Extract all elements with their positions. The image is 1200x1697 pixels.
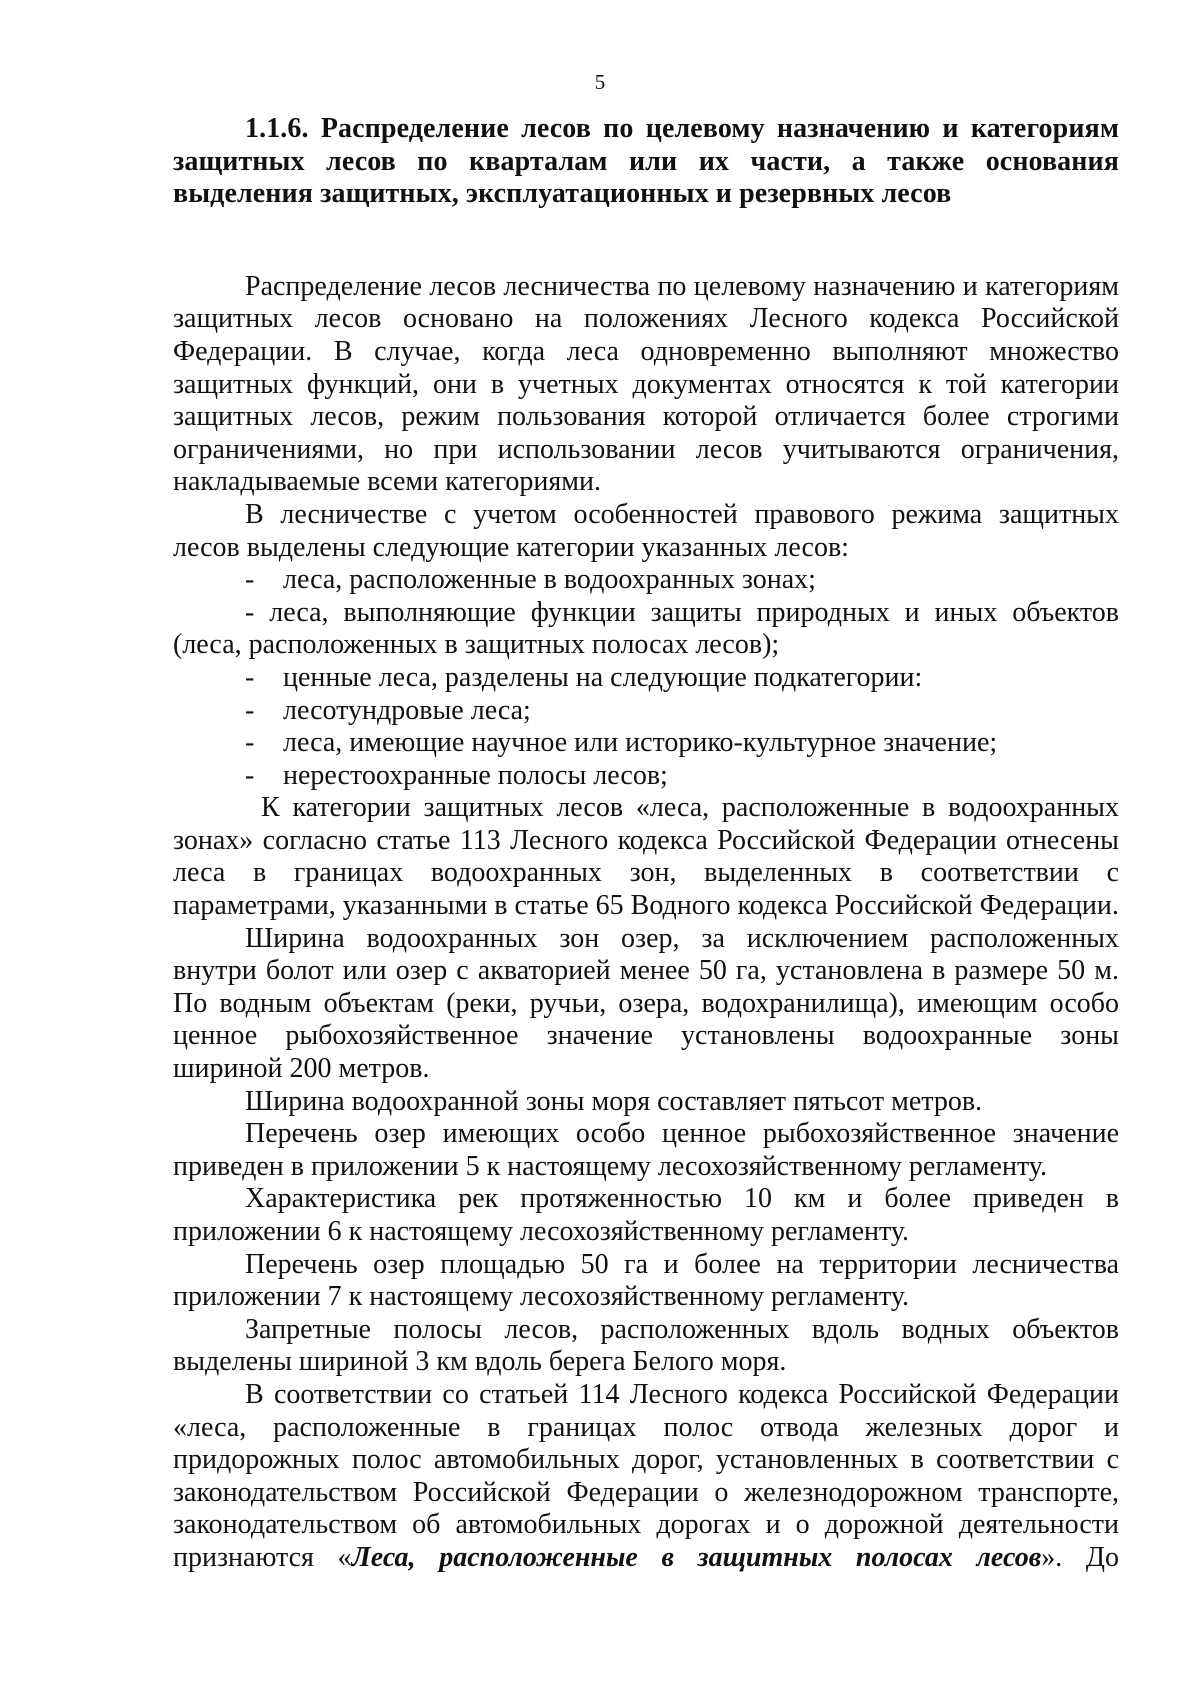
list-item-scientific-cultural: - леса, имеющие научное или историко-культурное значение; <box>245 727 998 759</box>
paragraph-water-zone-width: Ширина водоохранных зон озер, за исключением расположенных внутри болот или озер с акваторией менее 50 га, установлена в размере 50 м. По водным объектам (реки, ручьи, озера, водохранилища), имеющим особо ценное рыбохозяйственное значение установлены водоохранные зоны шириной 200 метров. <box>173 922 1119 1085</box>
list-item-valuable-forests: - ценные леса, разделены на следующие подкатегории: <box>245 661 923 693</box>
paragraph-rivers: Характеристика рек протяженностью 10 км и более приведен в приложении 6 к настоящему лесохозяйственному регламенту. <box>173 1183 1119 1247</box>
list-item-forest-tundra: - лесотундровые леса; <box>245 694 531 726</box>
paragraph-categories-intro: В лесничестве с учетом особенностей правового режима защитных лесов выделены следующие категории указанных лесов: <box>173 498 1119 563</box>
emphasized-text: Леса, расположенные в защитных полосах лесов <box>351 1541 1042 1573</box>
bullet-dash: - <box>245 694 255 726</box>
paragraph-restricted-strips: Запретные полосы лесов, расположенных вдоль водных объектов выделены шириной 3 км вдоль берега Белого моря. <box>173 1313 1119 1378</box>
bullet-dash: - <box>245 759 255 791</box>
bullet-dash: - <box>245 727 255 759</box>
bullet-dash: - <box>245 661 255 693</box>
paragraph-distribution: Распределение лесов лесничества по целевому назначению и категориям защитных лесов основано на положениях Лесного кодекса Российской Федерации. В случае, когда леса одновременно выполняют множество защитных функций, они в учетных документах относятся к той категории защитных лесов, режим пользования которой отличается более строгими ограничениями, но при использовании лесов учитываются ограничения, накладываемые всеми категориями. <box>173 270 1119 498</box>
paragraph-sea-zone: Ширина водоохранной зоны моря составляет пятьсот метров. <box>245 1085 983 1117</box>
list-item-spawning-protection: - нерестоохранные полосы лесов; <box>245 759 668 791</box>
page-number: 5 <box>594 70 606 94</box>
bullet-dash: - <box>245 564 255 596</box>
paragraph-lakes-list: Перечень озер имеющих особо ценное рыбохозяйственное значение приведен в приложении 5 к настоящему лесохозяйственному регламенту. <box>173 1118 1119 1182</box>
list-item-water-protection: - леса, расположенные в водоохранных зонах; <box>245 564 816 596</box>
section-heading: 1.1.6. Распределение лесов по целевому назначению и категориям защитных лесов по кварталам или их части, а также основания выделения защитных, эксплуатационных и резервных лесов <box>173 113 1119 210</box>
list-item-protective-functions: - леса, выполняющие функции защиты природных и иных объектов (леса, расположенных в защитных полосах лесов); <box>173 596 1119 661</box>
paragraph-water-zones-category: К категории защитных лесов «леса, расположенные в водоохранных зонах» согласно статье 113 Лесного кодекса Российской Федерации отнесены леса в границах водоохранных зон, выделенных в соответствии с параметрами, указанными в статье 65 Водного кодекса Российской Федерации. <box>173 792 1119 922</box>
paragraph-lakes-area: Перечень озер площадью 50 га и более на территории лесничества приложении 7 к настоящему лесохозяйственному регламенту. <box>173 1248 1119 1313</box>
document-body <box>173 113 1119 1575</box>
paragraph-article-114: В соответствии со статьей 114 Лесного кодекса Российской Федерации «леса, расположенные в границах полос отвода железных дорог и придорожных полос автомобильных дорог, установленных в соответствии с законодательством Российской Федерации о железнодорожном транспорте, законодательством об автомобильных дорогах и о дорожной деятельности признаются «Леса, расположенные в защитных полосах лесов». До <box>173 1378 1119 1573</box>
